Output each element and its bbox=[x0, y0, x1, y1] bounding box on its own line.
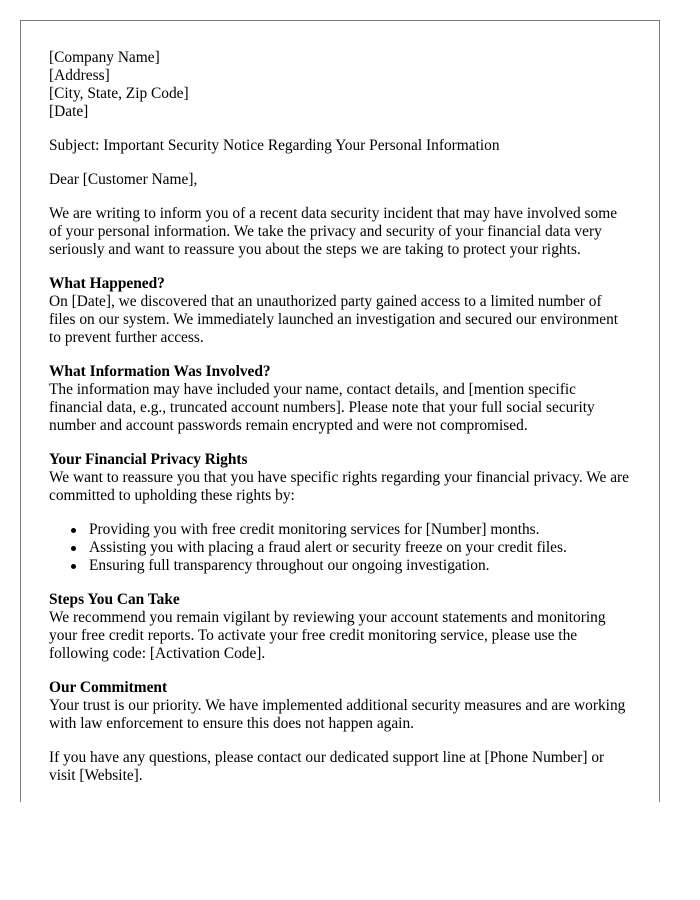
bullet-icon bbox=[71, 564, 76, 569]
list-item-text: Assisting you with placing a fraud alert or security freeze on your credit files. bbox=[89, 539, 567, 556]
bullet-icon bbox=[71, 546, 76, 551]
list-item bbox=[89, 539, 631, 557]
section-heading: Our Commitment bbox=[49, 679, 168, 696]
intro-paragraph: We are writing to inform you of a recent data security incident that may have involved some of your personal information. We take the privacy and security of your financial data very seriously and want to reassure you about the steps we are taking to protect your rights. bbox=[49, 205, 618, 258]
section-body: We want to reassure you that you have specific rights regarding your financial privacy. We are committed to upholding these rights by: bbox=[49, 469, 630, 504]
list-item bbox=[89, 521, 631, 539]
list-item-text: Providing you with free credit monitoring services for [Number] months. bbox=[89, 521, 540, 538]
section-body: The information may have included your name, contact details, and [mention specific financial data, e.g., truncated account numbers]. Please note that your full social security number and account passwords remain encrypted and were not compromised. bbox=[49, 381, 595, 434]
company-name: [Company Name] bbox=[49, 49, 160, 66]
city-state-zip: [City, State, Zip Code] bbox=[49, 85, 189, 102]
subject-line: Subject: Important Security Notice Regarding Your Personal Information bbox=[49, 137, 500, 154]
section-commitment bbox=[49, 679, 631, 733]
section-heading: What Information Was Involved? bbox=[49, 363, 271, 380]
section-information-involved bbox=[49, 363, 631, 435]
section-body: On [Date], we discovered that an unauthorized party gained access to a limited number of files on our system. We immediately launched an investigation and secured our environment to prevent further access. bbox=[49, 293, 619, 346]
sender-block bbox=[49, 49, 631, 121]
section-heading: What Happened? bbox=[49, 275, 165, 292]
letter-page bbox=[20, 20, 660, 802]
closing-paragraph: If you have any questions, please contact our dedicated support line at [Phone Number] or visit [Website]. bbox=[49, 749, 605, 784]
section-heading: Steps You Can Take bbox=[49, 591, 180, 608]
bullet-icon bbox=[71, 528, 76, 533]
address: [Address] bbox=[49, 67, 110, 84]
rights-list bbox=[49, 521, 631, 575]
section-body: Your trust is our priority. We have implemented additional security measures and are working with law enforcement to ensure this does not happen again. bbox=[49, 697, 626, 732]
section-what-happened bbox=[49, 275, 631, 347]
section-body: We recommend you remain vigilant by reviewing your account statements and monitoring your free credit reports. To activate your free credit monitoring service, please use the following code: [Activation Code]. bbox=[49, 609, 606, 662]
section-steps bbox=[49, 591, 631, 663]
salutation: Dear [Customer Name], bbox=[49, 171, 198, 188]
section-heading: Your Financial Privacy Rights bbox=[49, 451, 248, 468]
section-privacy-rights bbox=[49, 451, 631, 505]
letter-date: [Date] bbox=[49, 103, 89, 120]
list-item bbox=[89, 557, 631, 575]
list-item-text: Ensuring full transparency throughout our ongoing investigation. bbox=[89, 557, 490, 574]
